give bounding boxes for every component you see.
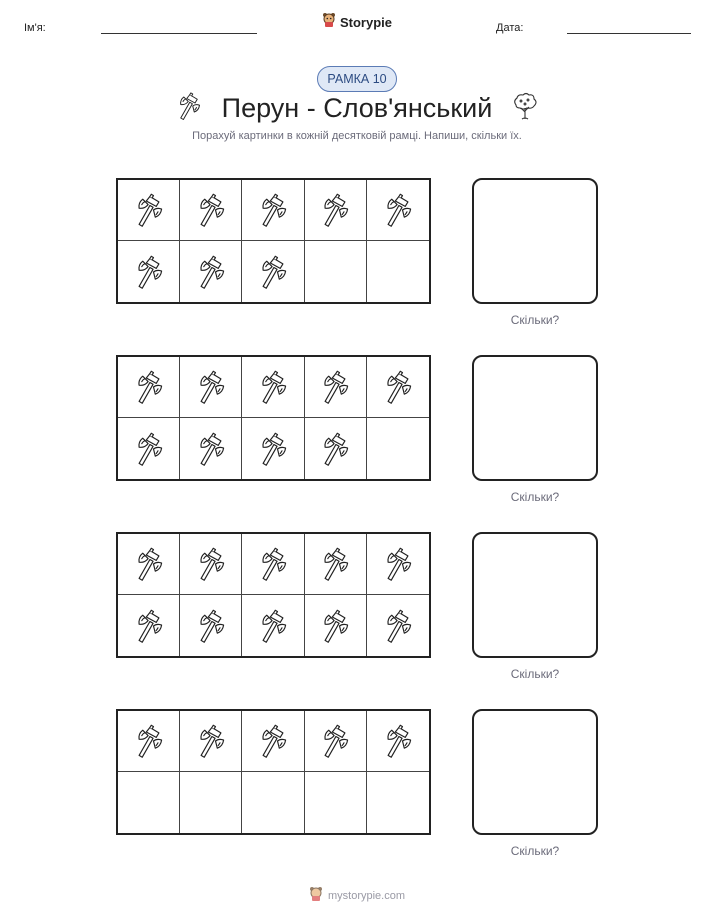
ten-frame-cell xyxy=(305,180,367,241)
axe-icon xyxy=(255,431,291,467)
title-row xyxy=(0,90,714,126)
ten-frame-cell xyxy=(305,241,367,302)
how-many-label: Скільки? xyxy=(510,313,560,327)
answer-box[interactable] xyxy=(472,709,598,835)
ten-frame xyxy=(116,709,431,835)
axe-icon xyxy=(131,546,167,582)
tree-icon xyxy=(510,91,540,126)
ten-frame-cell xyxy=(367,241,429,302)
axe-icon xyxy=(193,608,229,644)
ten-frame-cell xyxy=(305,772,367,833)
instructions: Порахуй картинки в кожній десятковій рамці. Напиши, скільки їх. xyxy=(192,130,522,142)
axe-icon xyxy=(174,91,204,126)
ten-frame-cell xyxy=(118,534,180,595)
ten-frame-cell xyxy=(180,241,242,302)
ten-frame-cell xyxy=(118,180,180,241)
ten-frame-cell xyxy=(305,357,367,418)
axe-icon xyxy=(131,608,167,644)
ten-frame-cell xyxy=(118,357,180,418)
axe-icon xyxy=(255,369,291,405)
brand xyxy=(0,12,714,33)
ten-frame-cell xyxy=(180,180,242,241)
axe-icon xyxy=(193,192,229,228)
axe-icon xyxy=(380,369,416,405)
storypie-logo-icon xyxy=(309,886,323,905)
axe-icon xyxy=(380,546,416,582)
ten-frame-cell xyxy=(367,772,429,833)
axe-icon xyxy=(380,723,416,759)
ten-frame-cell xyxy=(367,534,429,595)
storypie-logo-icon xyxy=(322,12,336,33)
axe-icon xyxy=(255,546,291,582)
axe-icon xyxy=(131,369,167,405)
page-title: Перун - Слов'янський xyxy=(221,93,493,123)
ten-frame-cell xyxy=(118,772,180,833)
ten-frame-cell xyxy=(305,418,367,479)
date-label: Дата: xyxy=(496,22,524,34)
axe-icon xyxy=(131,431,167,467)
answer-box[interactable] xyxy=(472,355,598,481)
ten-frame-cell xyxy=(118,241,180,302)
ten-frame xyxy=(116,532,431,658)
frame-badge: РАМКА 10 xyxy=(317,66,396,92)
axe-icon xyxy=(380,192,416,228)
ten-frame-cell xyxy=(242,418,304,479)
ten-frame-cell xyxy=(242,180,304,241)
ten-frame-cell xyxy=(367,418,429,479)
axe-icon xyxy=(131,254,167,290)
axe-icon xyxy=(131,192,167,228)
axe-icon xyxy=(193,431,229,467)
axe-icon xyxy=(317,431,353,467)
date-line[interactable] xyxy=(567,33,691,34)
ten-frame xyxy=(116,178,431,304)
ten-frame-cell xyxy=(180,711,242,772)
ten-frame-cell xyxy=(180,595,242,656)
ten-frame-cell xyxy=(180,772,242,833)
ten-frame-cell xyxy=(118,711,180,772)
axe-icon xyxy=(317,369,353,405)
ten-frame-cell xyxy=(242,772,304,833)
ten-frame-cell xyxy=(367,595,429,656)
ten-frame-cell xyxy=(118,595,180,656)
axe-icon xyxy=(131,723,167,759)
ten-frame-cell xyxy=(242,357,304,418)
answer-box[interactable] xyxy=(472,532,598,658)
answer-box[interactable] xyxy=(472,178,598,304)
footer-url[interactable]: mystorypie.com xyxy=(327,889,406,902)
brand-name: Storypie xyxy=(339,15,392,30)
ten-frame-cell xyxy=(180,534,242,595)
axe-icon xyxy=(380,608,416,644)
ten-frame-cell xyxy=(367,711,429,772)
ten-frame xyxy=(116,355,431,481)
ten-frame-cell xyxy=(242,711,304,772)
axe-icon xyxy=(255,723,291,759)
ten-frame-cell xyxy=(242,241,304,302)
axe-icon xyxy=(317,546,353,582)
ten-frame-cell xyxy=(305,595,367,656)
axe-icon xyxy=(317,608,353,644)
ten-frame-cell xyxy=(242,595,304,656)
axe-icon xyxy=(193,369,229,405)
name-line[interactable] xyxy=(101,33,257,34)
axe-icon xyxy=(193,546,229,582)
axe-icon xyxy=(255,254,291,290)
axe-icon xyxy=(193,254,229,290)
ten-frame-cell xyxy=(367,357,429,418)
axe-icon xyxy=(317,723,353,759)
ten-frame-cell xyxy=(180,357,242,418)
ten-frame-cell xyxy=(180,418,242,479)
ten-frame-cell xyxy=(305,711,367,772)
axe-icon xyxy=(255,608,291,644)
ten-frame-cell xyxy=(305,534,367,595)
axe-icon xyxy=(255,192,291,228)
ten-frame-cell xyxy=(118,418,180,479)
axe-icon xyxy=(317,192,353,228)
how-many-label: Скільки? xyxy=(510,844,560,858)
footer xyxy=(0,886,714,905)
name-label: Ім'я: xyxy=(24,22,46,34)
axe-icon xyxy=(193,723,229,759)
badge-wrap xyxy=(0,66,714,92)
ten-frame-cell xyxy=(242,534,304,595)
ten-frame-cell xyxy=(367,180,429,241)
how-many-label: Скільки? xyxy=(510,490,560,504)
how-many-label: Скільки? xyxy=(510,667,560,681)
